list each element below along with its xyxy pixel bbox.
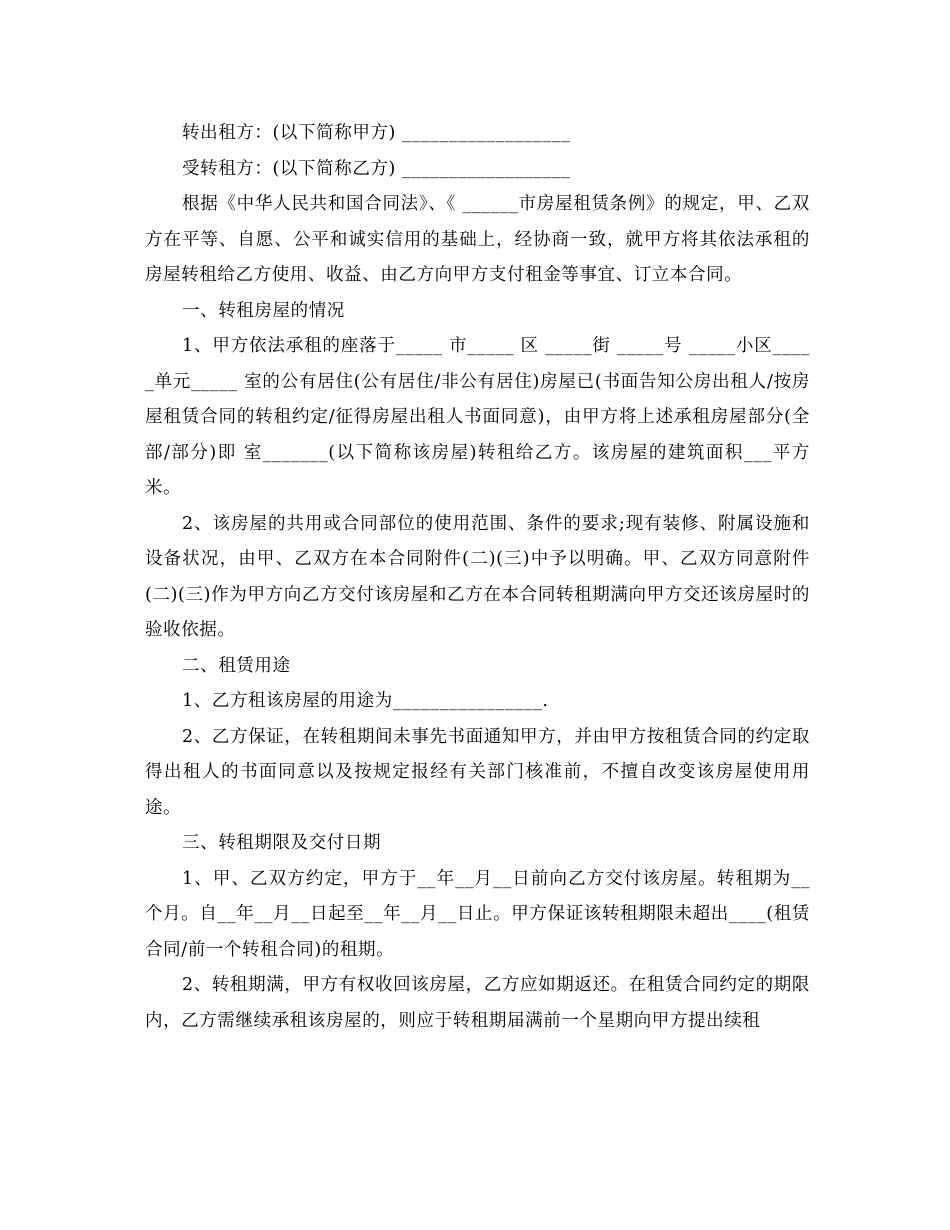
section-heading-2: 二、租赁用途 bbox=[182, 655, 291, 676]
section-heading-1: 一、转租房屋的情况 bbox=[182, 300, 345, 321]
section-heading-3: 三、转租期限及交付日期 bbox=[182, 833, 382, 853]
clause-2-2: 2、乙方保证，在转租期间未事先书面通知甲方，并由甲方按租赁合同的约定取得出租人的书面同意以及按规定报经有关部门核准前，不擅自改变该房屋使用用途。 bbox=[145, 726, 810, 818]
contract-body bbox=[145, 116, 810, 1039]
clause-3-2: 2、转租期满，甲方有权收回该房屋，乙方应如期返还。在租赁合同约定的期限内，乙方需继续承租该房屋的，则应于转租期届满前一个星期向甲方提出续租 bbox=[145, 975, 810, 1031]
clause-1-1: 1、甲方依法承租的座落于_____ 市_____ 区 _____街 _____号 _____小区_____单元_____ 室的公有居住(公有居住/非公有居住)房屋已(书面告知公房出租人/按房屋租赁合同的转租约定/征得房屋出租人书面同意)，由甲方将上述承租房屋部分(全部/部分)即 室_______(以下简称该房屋)转租给乙方。该房屋的建筑面积___平方米。 bbox=[145, 336, 810, 498]
clause-1-2: 2、该房屋的共用或合同部位的使用范围、条件的要求;现有装修、附属设施和设备状况，由甲、乙双方在本合同附件(二)(三)中予以明确。甲、乙双方同意附件(二)(三)作为甲方向乙方交付该房屋和乙方在本合同转租期满向甲方交还该房屋时的验收依据。 bbox=[145, 513, 810, 640]
clause-3-1: 1、甲、乙双方约定，甲方于__年__月__日前向乙方交付该房屋。转租期为__个月。自__年__月__日起至__年__月__日止。甲方保证该转租期限未超出____(租赁合同/前一个转租合同)的租期。 bbox=[145, 868, 810, 960]
party-a-line: 转出租方：(以下简称甲方) __________________ bbox=[182, 123, 571, 143]
party-b-line: 受转租方：(以下简称乙方) __________________ bbox=[182, 158, 571, 179]
preamble-paragraph: 根据《中华人民共和国合同法》、《 ______市房屋租赁条例》的规定，甲、乙双方在平等、自愿、公平和诚实信用的基础上，经协商一致，就甲方将其依法承租的房屋转租给乙方使用、收益、由乙方向甲方支付租金等事宜、订立本合同。 bbox=[145, 194, 810, 285]
clause-2-1: 1、乙方租该房屋的用途为________________. bbox=[182, 691, 549, 711]
